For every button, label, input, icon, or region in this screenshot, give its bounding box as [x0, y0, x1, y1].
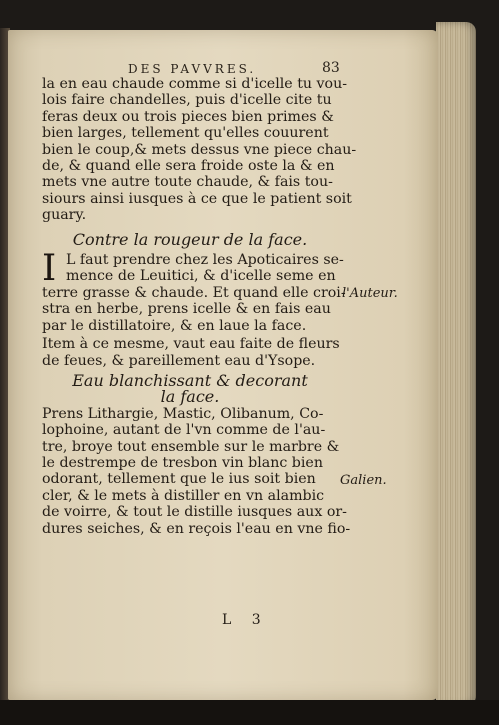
paragraph-2: [42, 248, 346, 334]
text-line: odorant, tellement que le ius soit bien: [42, 471, 316, 488]
paragraph-4: [42, 405, 351, 537]
text-line: de voirre, & tout le distille iusques aux or-: [42, 504, 347, 521]
body-text: [42, 76, 357, 537]
text-line: de, & quand elle sera froide oste la & en: [42, 158, 335, 175]
page-number: 83: [322, 60, 340, 76]
text-line: la en eau chaude comme si d'icelle tu vou-: [42, 76, 348, 92]
text-line: le destrempe de tresbon vin blanc bien: [42, 454, 323, 471]
text-line: lois faire chandelles, puis d'icelle cite tu: [42, 92, 332, 109]
text-line: Prens Lithargie, Mastic, Olibanum, Co-: [42, 405, 324, 422]
text-line: par le distillatoire, & en laue la face.: [42, 317, 307, 334]
section-heading-1: Contre la rougeur de la face.: [72, 229, 308, 249]
text-line: de feues, & pareillement eau d'Ysope.: [42, 352, 316, 369]
section-heading-2-line-2: la face.: [160, 387, 220, 407]
running-title: DES PAVVRES.: [128, 62, 257, 76]
text-line: mence de Leuitici, & d'icelle seme en: [66, 268, 336, 285]
background-shadow: [0, 700, 499, 725]
drop-capital: I: [42, 248, 57, 290]
text-line: dures seiches, & en reçois l'eau en vne fio-: [42, 520, 351, 537]
text-line: stra en herbe, prens icelle & en fais eau: [42, 301, 331, 318]
section-heading-2-line-1: Eau blanchissant & decorant: [72, 370, 308, 390]
text-line: lophoine, autant de l'vn comme de l'au-: [42, 422, 326, 439]
margin-note-galien: Galien.: [340, 473, 387, 488]
text-line: tre, broye tout ensemble sur le marbre &: [42, 438, 340, 455]
text-line: siours ainsi iusques à ce que le patient soit: [42, 190, 352, 207]
text-line: terre grasse & chaude. Et quand elle croi-: [42, 284, 346, 301]
text-line: feras deux ou trois pieces bien primes &: [42, 108, 334, 125]
paragraph-1: [42, 76, 357, 224]
margin-note-auteur: l'Auteur.: [342, 286, 398, 301]
text-line: guary.: [42, 207, 87, 224]
text-line: L faut prendre chez les Apoticaires se-: [66, 252, 344, 269]
text-line: bien le coup,& mets dessus vne piece chau-: [42, 141, 357, 158]
page-edges: [436, 22, 476, 706]
signature-mark: L 3: [222, 612, 269, 628]
text-line: mets vne autre toute chaude, & fais tou-: [42, 174, 333, 191]
text-line: bien larges, tellement qu'elles couurent: [42, 125, 329, 142]
text-line: cler, & le mets à distiller en vn alambic: [42, 487, 325, 504]
paragraph-3: [42, 336, 338, 369]
text-line: Item à ce mesme, vaut eau faite de fleurs: [42, 336, 340, 353]
